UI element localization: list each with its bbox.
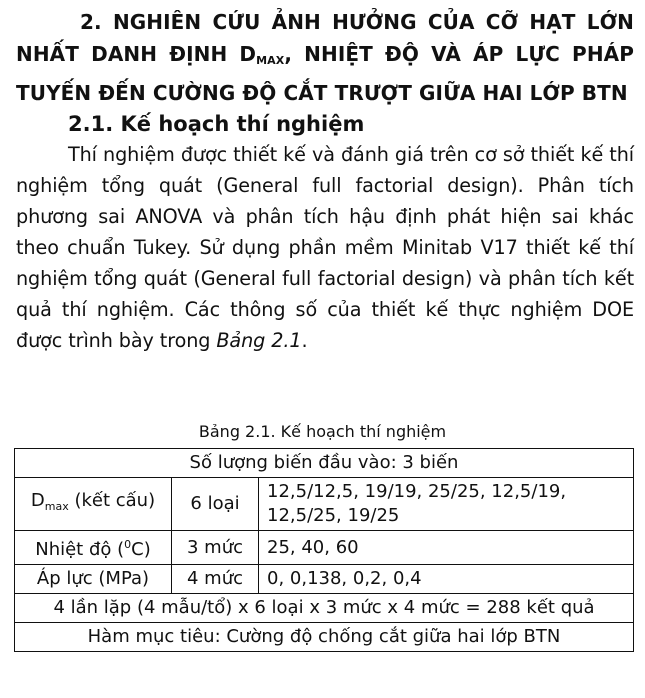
paragraph-text: Thí nghiệm được thiết kế và đánh giá trên cơ sở thiết kế thí nghiệm tổng quát (General full factorial design). Phân tích phương sai ANOVA và phân tích hậu định phát hiện sai khác theo chuẩn Tukey. Sử dụng phần mềm Minitab V17 thiết kế thí nghiệm tổng quát (General full factorial design) và phân tích kết quả thí nghiệm. Các thông số của thiết kế thực nghiệm DOE được trình bày trong bbox=[16, 143, 634, 352]
body-paragraph bbox=[16, 139, 634, 356]
table-row bbox=[15, 478, 634, 531]
paragraph-end: . bbox=[301, 329, 308, 352]
subsection-heading: 2.1. Kế hoạch thí nghiệm bbox=[68, 112, 365, 136]
table-row bbox=[15, 565, 634, 594]
document-page bbox=[16, 6, 634, 356]
heading-text-1: NGHIÊN CỨU ẢNH HƯỞNG CỦA CỠ HẠT LỚN NHẤT DANH ĐỊNH D bbox=[16, 10, 634, 66]
row-label: $D_{max}$ (kết cấu) bbox=[15, 478, 172, 531]
table-caption: Bảng 2.1. Kế hoạch thí nghiệm bbox=[198, 422, 447, 441]
table-row bbox=[15, 531, 634, 565]
row-count: 6 loại bbox=[172, 478, 259, 531]
row-values: 25, 40, 60 bbox=[259, 531, 634, 565]
table-header-cell: Số lượng biến đầu vào: 3 biến bbox=[15, 449, 634, 478]
section-heading bbox=[16, 6, 634, 109]
row-label: Áp lực (MPa) bbox=[15, 565, 172, 594]
row-values: 12,5/12,5, 19/19, 25/25, 12,5/19, 12,5/25, 19/25 bbox=[259, 478, 634, 531]
row-count: 4 mức bbox=[172, 565, 259, 594]
section-number: 2. bbox=[80, 10, 102, 34]
heading-text-2: , NHIỆT ĐỘ VÀ ÁP LỰC PHÁP TUYẾN ĐẾN CƯỜNG ĐỘ CẮT TRƯỢT GIỮA HAI LỚP BTN bbox=[16, 42, 634, 105]
table-summary-cell: 4 lần lặp (4 mẫu/tổ) x 6 loại x 3 mức x 4 mức = 288 kết quả bbox=[15, 594, 634, 623]
row-label: Nhiệt độ ($^0$C) bbox=[15, 531, 172, 565]
row-values: 0, 0,138, 0,2, 0,4 bbox=[259, 565, 634, 594]
row-count: 3 mức bbox=[172, 531, 259, 565]
heading-subscript: MAX bbox=[256, 54, 285, 67]
experiment-plan-table bbox=[14, 448, 634, 652]
table-reference: Bảng 2.1 bbox=[216, 329, 302, 352]
table-objective-cell: Hàm mục tiêu: Cường độ chống cắt giữa hai lớp BTN bbox=[15, 623, 634, 652]
